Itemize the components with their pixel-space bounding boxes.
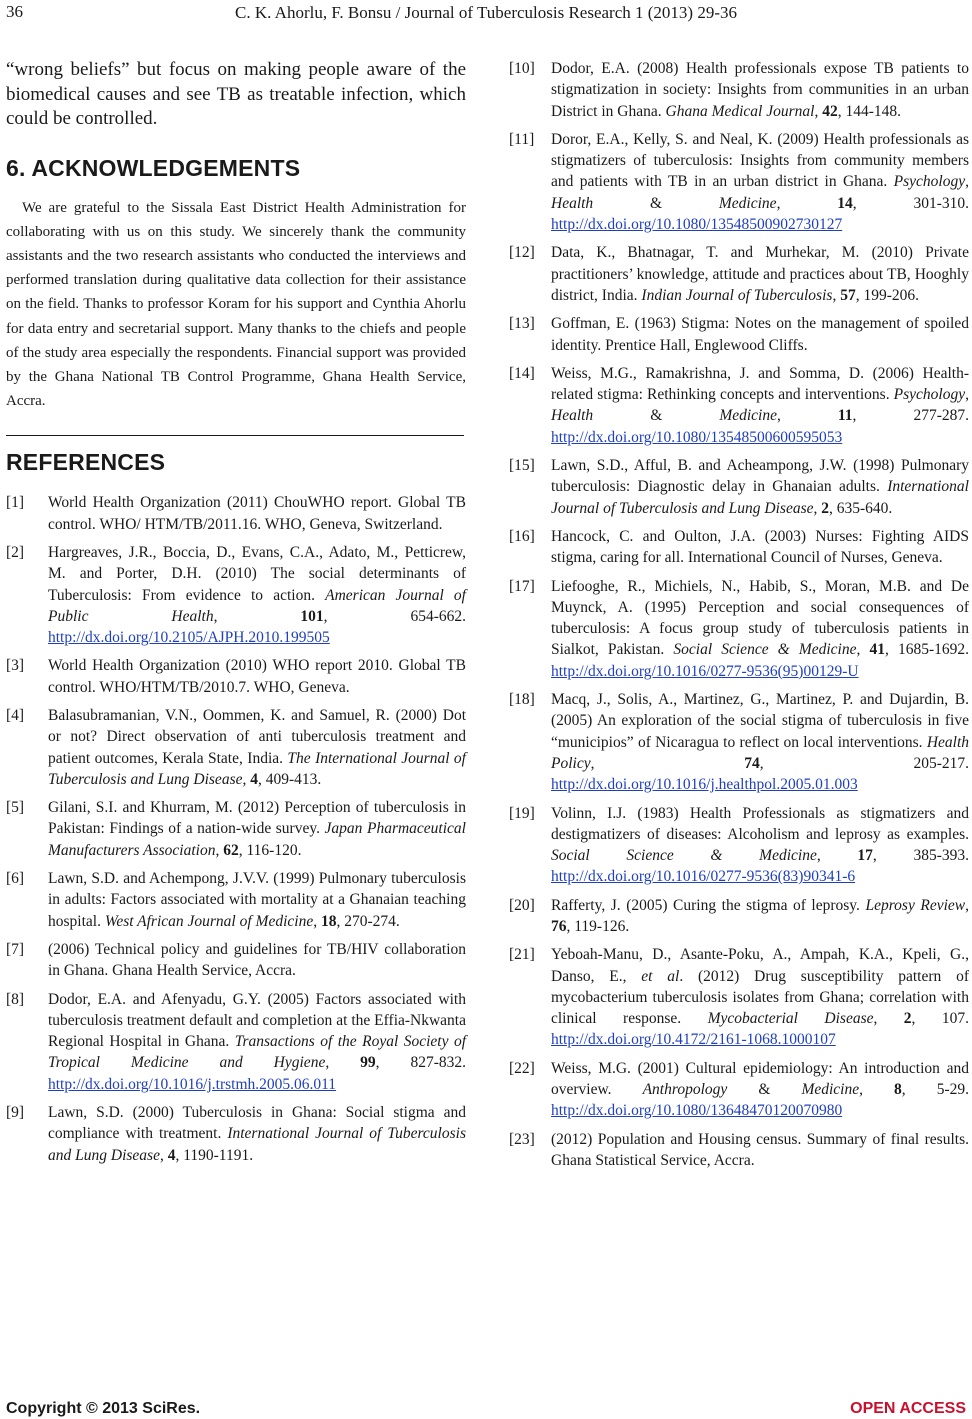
doi-link[interactable]: http://dx.doi.org/10.2105/AJPH.2010.199505 bbox=[48, 629, 330, 647]
reference-segment: , 409-413. bbox=[257, 770, 322, 788]
reference-segment: Lawn, S.D., Afful, B. and Acheampong, J.W. (1998) Pulmonary tuberculosis: Diagnostic delay in Ghanaian adults. bbox=[551, 457, 969, 496]
reference-item bbox=[509, 1129, 969, 1172]
reference-text bbox=[551, 1058, 969, 1122]
doi-link[interactable]: http://dx.doi.org/10.4172/2161-1068.1000107 bbox=[551, 1031, 836, 1049]
reference-number: [17] bbox=[509, 577, 535, 595]
reference-segment: , bbox=[242, 770, 251, 788]
reference-number: [22] bbox=[509, 1059, 535, 1077]
doi-link[interactable]: http://dx.doi.org/10.1080/13548500902730127 bbox=[551, 216, 843, 234]
reference-segment: Rafferty, J. (2005) Curing the stigma of leprosy. bbox=[551, 896, 866, 914]
reference-italic: Social Science & Medicine bbox=[673, 641, 857, 659]
reference-italic: International Journal of Tuberculosis and Lung Disease bbox=[48, 1125, 466, 1164]
reference-number: [2] bbox=[6, 543, 25, 561]
reference-segment: , 635-640. bbox=[829, 499, 893, 517]
reference-item bbox=[509, 526, 969, 569]
reference-segment: , bbox=[215, 841, 224, 859]
reference-segment: & bbox=[727, 1081, 802, 1099]
reference-text bbox=[48, 1102, 466, 1166]
page-number: 36 bbox=[6, 2, 23, 21]
reference-text bbox=[48, 989, 466, 1095]
reference-italic: Anthropology bbox=[642, 1081, 728, 1099]
doi-link[interactable]: http://dx.doi.org/10.1016/0277-9536(95)00129-U bbox=[551, 662, 859, 680]
reference-volume: 2 bbox=[903, 1010, 912, 1028]
reference-number: [14] bbox=[509, 364, 535, 382]
reference-segment: , 5-29. bbox=[901, 1081, 970, 1099]
reference-item bbox=[509, 363, 969, 448]
reference-segment: , 1190-1191. bbox=[175, 1146, 254, 1164]
reference-segment: , 116-120. bbox=[238, 841, 302, 859]
reference-segment: , 119-126. bbox=[566, 917, 630, 935]
reference-italic: Health Policy bbox=[551, 733, 969, 772]
reference-segment: , bbox=[859, 1081, 895, 1099]
reference-text bbox=[551, 313, 969, 356]
reference-text bbox=[551, 455, 969, 519]
reference-item bbox=[6, 492, 466, 535]
reference-text bbox=[48, 492, 466, 535]
reference-segment: , bbox=[965, 173, 969, 191]
reference-number: [6] bbox=[6, 870, 25, 888]
reference-segment: World Health Organization (2010) WHO report 2010. Global TB control. WHO/HTM/TB/2010.7. WHO, Geneva. bbox=[48, 657, 466, 696]
reference-number: [13] bbox=[509, 315, 535, 333]
reference-segment: , bbox=[159, 1146, 168, 1164]
doi-link[interactable]: http://dx.doi.org/10.1016/j.healthpol.2005.01.003 bbox=[551, 776, 858, 794]
reference-italic: Medicine bbox=[801, 1081, 860, 1099]
acknowledgements-heading: 6. ACKNOWLEDGEMENTS bbox=[6, 154, 301, 181]
reference-volume: 2 bbox=[821, 499, 830, 517]
reference-segment: , bbox=[776, 194, 838, 212]
reference-segment: , bbox=[816, 847, 858, 865]
reference-italic: Ghana Medical Journal bbox=[665, 102, 815, 120]
reference-text bbox=[551, 944, 969, 1050]
reference-segment: , 277-287. bbox=[852, 407, 969, 425]
reference-segment: Balasubramanian, V.N., Oommen, K. and Samuel, R. (2000) Dot or not? Direct observation of anti tuberculosis treatment and patient outcomes, Kerala State, India. bbox=[48, 707, 466, 767]
reference-italic: Medicine bbox=[719, 407, 777, 425]
reference-segment: & bbox=[593, 194, 719, 212]
reference-italic: International Journal of Tuberculosis and Lung Disease bbox=[551, 478, 969, 517]
reference-item bbox=[6, 939, 466, 982]
reference-segment: (2012) Population and Housing census. Summary of final results. Ghana Statistical Service, Accra. bbox=[551, 1130, 969, 1169]
reference-volume: 4 bbox=[250, 770, 258, 788]
reference-item bbox=[6, 868, 466, 932]
reference-segment: Lawn, S.D. and Achempong, J.V.V. (1999) Pulmonary tuberculosis in adults: Factors associated with mortality at a Ghanaian teaching hospital. bbox=[48, 870, 466, 930]
reference-item bbox=[6, 1102, 466, 1166]
reference-number: [7] bbox=[6, 940, 25, 958]
reference-italic: Social Science & Medicine bbox=[551, 847, 817, 865]
reference-volume: 74 bbox=[744, 754, 760, 772]
reference-text bbox=[551, 129, 969, 235]
reference-segment: World Health Organization (2011) ChouWHO report. Global TB control. WHO/ HTM/TB/2011.16. WHO, Geneva, Switzerland. bbox=[48, 494, 466, 533]
reference-number: [9] bbox=[6, 1104, 25, 1122]
reference-item bbox=[6, 655, 466, 698]
reference-segment: , bbox=[590, 754, 745, 772]
reference-number: [8] bbox=[6, 990, 25, 1008]
reference-segment: , bbox=[814, 102, 823, 120]
reference-italic: Medicine bbox=[718, 194, 777, 212]
reference-segment: Macq, J., Solis, A., Martinez, G., Martinez, P. and Dujardin, B. (2005) An exploration of the social stigma of tuberculosis in five “municipios” of Nicaragua to reflect on local interventions. bbox=[551, 691, 969, 751]
reference-segment: , 385-393. bbox=[872, 847, 969, 865]
reference-segment: , 107. bbox=[911, 1010, 969, 1028]
reference-segment: , bbox=[776, 407, 838, 425]
reference-volume: 62 bbox=[223, 841, 239, 859]
intro-paragraph: “wrong beliefs” but focus on making people aware of the biomedical causes and see TB as treatable infection, which could be controlled. bbox=[6, 59, 466, 129]
reference-item bbox=[509, 242, 969, 306]
reference-italic: et al bbox=[641, 967, 680, 985]
reference-volume: 4 bbox=[167, 1146, 176, 1164]
reference-item bbox=[6, 989, 466, 1095]
reference-number: [1] bbox=[6, 494, 25, 512]
reference-text bbox=[551, 363, 969, 448]
reference-number: [21] bbox=[509, 946, 535, 964]
reference-volume: 18 bbox=[320, 912, 337, 930]
reference-text bbox=[48, 542, 466, 648]
reference-number: [10] bbox=[509, 60, 535, 77]
reference-segment: , 1685-1692. bbox=[884, 641, 969, 659]
reference-text bbox=[48, 655, 466, 698]
reference-volume: 11 bbox=[837, 407, 853, 425]
reference-item bbox=[509, 1058, 969, 1122]
reference-list-right bbox=[509, 58, 969, 1171]
reference-item bbox=[509, 895, 969, 938]
reference-segment: Gilani, S.I. and Khurram, M. (2012) Perception of tuberculosis in Pakistan: Findings of a nation-wide survey. bbox=[48, 799, 466, 838]
reference-number: [16] bbox=[509, 527, 535, 545]
acknowledgements-text: We are grateful to the Sissala East District Health Administration for collaborating with us on this study. We sincerely thank the community assistants and the two research assistants who conducted the interviews and performed translation during qualitative data collection for their assistance on the field. Thanks to professor Koram for his support and Cynthia Ahorlu for data entry and secretarial support. Many thanks to the chiefs and people of the study area especially the respondents. Financial support was provided by the Ghana National TB Control Programme, Ghana Health Service, Accra. bbox=[6, 199, 466, 410]
reference-segment: Lawn, S.D. (2000) Tuberculosis in Ghana: Social stigma and compliance with treatment. bbox=[48, 1104, 466, 1143]
right-column bbox=[509, 58, 969, 1178]
reference-volume: 99 bbox=[360, 1054, 376, 1072]
reference-segment: , 270-274. bbox=[336, 912, 400, 930]
reference-item bbox=[509, 944, 969, 1050]
reference-text bbox=[48, 797, 466, 861]
reference-segment: Dodor, E.A. and Afenyadu, G.Y. (2005) Factors associated with tuberculosis treatment default and completion at the Effia-Nkwanta Regional Hospital in Ghana. bbox=[48, 990, 466, 1051]
reference-number: [12] bbox=[509, 244, 535, 262]
reference-volume: 76 bbox=[551, 917, 567, 935]
reference-segment: , bbox=[213, 607, 301, 625]
reference-item bbox=[6, 797, 466, 861]
reference-segment: Weiss, M.G. (2001) Cultural epidemiology: An introduction and overview. bbox=[551, 1059, 969, 1099]
reference-number: [3] bbox=[6, 657, 25, 675]
reference-volume: 101 bbox=[300, 607, 324, 625]
reference-number: [4] bbox=[6, 707, 25, 724]
reference-segment: , bbox=[965, 386, 969, 404]
reference-segment: , bbox=[832, 286, 841, 304]
reference-item bbox=[6, 542, 466, 648]
reference-segment: , bbox=[965, 896, 969, 914]
reference-volume: 17 bbox=[857, 847, 873, 865]
reference-segment: , bbox=[313, 912, 321, 930]
reference-text bbox=[551, 576, 969, 682]
reference-segment: , bbox=[325, 1054, 361, 1072]
reference-text bbox=[551, 803, 969, 888]
reference-segment: , 301-310. bbox=[852, 194, 969, 212]
reference-number: [11] bbox=[509, 130, 535, 148]
reference-volume: 8 bbox=[894, 1081, 902, 1099]
reference-volume: 14 bbox=[837, 194, 853, 212]
doi-link[interactable]: http://dx.doi.org/10.1080/13648470120070980 bbox=[551, 1102, 843, 1120]
section-divider bbox=[6, 435, 464, 436]
reference-text bbox=[551, 689, 969, 795]
reference-number: [23] bbox=[509, 1130, 535, 1148]
reference-segment: Dodor, E.A. (2008) Health professionals expose TB patients to stigmatization in society: Insights from communities in an urban District in Ghana. bbox=[551, 60, 969, 120]
reference-text bbox=[48, 939, 466, 982]
reference-item bbox=[509, 689, 969, 795]
reference-segment: Volinn, I.J. (1983) Health Professionals as stigmatizers and destigmatizers of diseases: Alcoholism and leprosy as examples. bbox=[551, 804, 969, 843]
reference-italic: Health bbox=[551, 407, 594, 425]
reference-text bbox=[551, 526, 969, 569]
reference-number: [15] bbox=[509, 457, 535, 475]
reference-text bbox=[48, 868, 466, 932]
reference-number: [5] bbox=[6, 799, 25, 817]
reference-item bbox=[509, 803, 969, 888]
reference-segment: Liefooghe, R., Michiels, N., Habib, S., Moran, M.B. and De Muynck, A. (1995) Perception and social consequences of tuberculosis: A focus group study of tuberculosis patients in Sialkot, Pakistan. bbox=[551, 577, 969, 659]
reference-text bbox=[551, 895, 969, 938]
reference-segment: Doror, E.A., Kelly, S. and Neal, K. (2009) Health professionals as stigmatizers of tuberculosis: Insights from community members and patients with TB in an urban district in Ghana. bbox=[551, 130, 969, 191]
reference-italic: American Journal of Public Health bbox=[48, 586, 466, 625]
reference-segment: & bbox=[593, 407, 720, 425]
reference-italic: The International Journal of Tuberculosis and Lung Disease bbox=[48, 749, 466, 788]
reference-list-left bbox=[6, 492, 466, 1166]
reference-item bbox=[6, 705, 466, 790]
reference-italic: Health bbox=[551, 194, 594, 212]
reference-italic: Japan Pharmaceutical Manufacturers Association bbox=[48, 820, 466, 859]
reference-segment: , bbox=[813, 499, 822, 517]
reference-italic: Mycobacterial Disease bbox=[707, 1010, 874, 1028]
reference-segment: , 827-832. bbox=[375, 1054, 466, 1072]
reference-segment: , bbox=[873, 1010, 904, 1028]
reference-item bbox=[509, 576, 969, 682]
reference-segment: Yeboah-Manu, D., Asante-Poku, A., Ampah, K.A., Kpeli, G., Danso, E., bbox=[551, 946, 969, 985]
references-heading: REFERENCES bbox=[6, 449, 166, 476]
reference-italic: Psychology bbox=[893, 386, 966, 404]
reference-number: [20] bbox=[509, 896, 535, 914]
reference-item bbox=[509, 455, 969, 519]
reference-text bbox=[48, 705, 466, 790]
reference-number: [19] bbox=[509, 804, 535, 822]
reference-number: [18] bbox=[509, 691, 535, 709]
reference-segment: Weiss, M.G., Ramakrishna, J. and Somma, D. (2006) Health-related stigma: Rethinking concepts and interventions. bbox=[551, 364, 969, 404]
open-access-badge: OPEN ACCESS bbox=[850, 1400, 966, 1417]
reference-segment: . (2012) Drug susceptibility pattern of mycobacterium tuberculosis isolates from Ghana; correlation with clinical response. bbox=[551, 967, 969, 1028]
reference-item bbox=[509, 129, 969, 235]
reference-segment: , bbox=[856, 641, 870, 659]
reference-segment: Hargreaves, J.R., Boccia, D., Evans, C.A., Adato, M., Petticrew, M. and Porter, D.H. (2010) The social determinants of Tuberculosis: From evidence to action. bbox=[48, 543, 466, 604]
reference-italic: West African Journal of Medicine bbox=[104, 912, 314, 930]
reference-volume: 57 bbox=[840, 286, 856, 304]
reference-volume: 42 bbox=[822, 102, 838, 120]
reference-segment: (2006) Technical policy and guidelines for TB/HIV collaboration in Ghana. Ghana Health Service, Accra. bbox=[48, 940, 466, 980]
reference-item bbox=[509, 58, 969, 122]
reference-segment: , 654-662. bbox=[323, 607, 467, 625]
reference-italic: Transactions of the Royal Society of Tropical Medicine and Hygiene bbox=[48, 1033, 467, 1072]
reference-text bbox=[551, 242, 969, 306]
reference-segment: , 205-217. bbox=[759, 754, 969, 772]
reference-segment: , 144-148. bbox=[837, 102, 902, 120]
reference-item bbox=[509, 313, 969, 356]
reference-segment: Goffman, E. (1963) Stigma: Notes on the management of spoiled identity. Prentice Hall, Englewood Cliffs. bbox=[551, 315, 969, 354]
reference-volume: 41 bbox=[869, 641, 885, 659]
doi-link[interactable]: http://dx.doi.org/10.1016/0277-9536(83)90341-6 bbox=[551, 868, 856, 886]
doi-link[interactable]: http://dx.doi.org/10.1080/13548500600595053 bbox=[551, 428, 843, 446]
left-column bbox=[6, 58, 466, 1173]
reference-text bbox=[551, 58, 969, 122]
reference-italic: Leprosy Review bbox=[865, 896, 966, 914]
reference-segment: Hancock, C. and Oulton, J.A. (2003) Nurses: Fighting AIDS stigma, caring for all. International Council of Nurses, Geneva. bbox=[551, 527, 969, 567]
reference-segment: , 199-206. bbox=[855, 286, 919, 304]
copyright-notice: Copyright © 2013 SciRes. bbox=[6, 1400, 201, 1417]
reference-segment: Data, K., Bhatnagar, T. and Murhekar, M. (2010) Private practitioners’ knowledge, attitude and practices about TB, Hooghly district, India. bbox=[551, 244, 969, 304]
running-head: C. K. Ahorlu, F. Bonsu / Journal of Tuberculosis Research 1 (2013) 29-36 bbox=[234, 3, 737, 22]
reference-italic: Psychology bbox=[893, 173, 966, 191]
reference-italic: Indian Journal of Tuberculosis bbox=[641, 286, 833, 304]
reference-text bbox=[551, 1129, 969, 1172]
doi-link[interactable]: http://dx.doi.org/10.1016/j.trstmh.2005.06.011 bbox=[48, 1075, 337, 1093]
